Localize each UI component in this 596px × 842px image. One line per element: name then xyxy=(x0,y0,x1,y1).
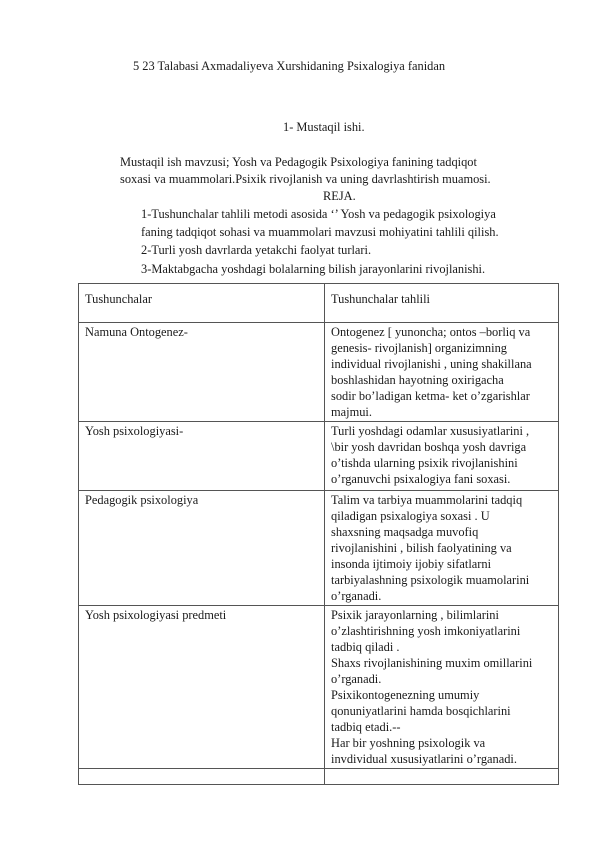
analysis-line: rivojlanishini , bilish faolyatining va xyxy=(331,541,512,555)
header-cell-concepts: Tushunchalar xyxy=(79,284,325,323)
plan-title: REJA. xyxy=(323,189,356,203)
analysis-line: Shaxs rivojlanishining muxim omillarini xyxy=(331,656,533,670)
concepts-table xyxy=(78,283,559,785)
analysis-line: o’rganadi. xyxy=(331,672,382,686)
analysis-line: Psixikontogenezning umumiy xyxy=(331,688,480,702)
analysis-line: o’tishda ularning psixik rivojlanishini xyxy=(331,456,518,470)
table-row xyxy=(79,491,559,606)
empty-table-row xyxy=(79,769,559,785)
document-header: 5 23 Talabasi Axmadaliyeva Xurshidaning Psixalogiya fanidan xyxy=(133,59,446,73)
analysis-line: \bir yosh davridan boshqa yosh davriga xyxy=(331,440,527,454)
analysis-line: Talim va tarbiya muammolarini tadqiq xyxy=(331,493,523,507)
analysis-line: individual rivojlanishi , uning shakillana xyxy=(331,357,532,371)
analysis-line: genesis- rivojlanish] organizimning xyxy=(331,341,507,355)
analysis-cell xyxy=(325,606,559,769)
term-cell: Yosh psixologiyasi- xyxy=(79,422,325,491)
analysis-line: o’zlashtirishning yosh imkoniyatlarini xyxy=(331,624,521,638)
table-row xyxy=(79,323,559,422)
plan-item-1-line-1: 1-Tushunchalar tahlili metodi asosida ‘’ Yosh va pedagogik psixologiya xyxy=(141,207,496,221)
analysis-line: Psixik jarayonlarning , bilimlarini xyxy=(331,608,499,622)
empty-cell xyxy=(325,769,559,785)
topic-line-1: Mustaqil ish mavzusi; Yosh va Pedagogik Psixologiya fanining tadqiqot xyxy=(120,155,477,169)
topic-line-2: soxasi va muammolari.Psixik rivojlanish va uning davrlashtirish muamosi. xyxy=(120,172,491,186)
analysis-line: qonuniyatlarini hamda bosqichlarini xyxy=(331,704,511,718)
analysis-line: majmui. xyxy=(331,405,372,419)
plan-item-3: 3-Maktabgacha yoshdagi bolalarning bilish jarayonlarini rivojlanishi. xyxy=(141,262,486,276)
plan-item-2: 2-Turli yosh davrlarda yetakchi faolyat turlari. xyxy=(141,243,372,257)
plan-item-1-line-2: faning tadqiqot sohasi va muammolari mavzusi mohiyatini tahlili qilish. xyxy=(141,225,499,239)
analysis-line: tadbiq etadi.-- xyxy=(331,720,401,734)
term-cell: Namuna Ontogenez- xyxy=(79,323,325,422)
term-cell: Pedagogik psixologiya xyxy=(79,491,325,606)
analysis-cell xyxy=(325,491,559,606)
empty-cell xyxy=(79,769,325,785)
analysis-line: Har bir yoshning psixologik va xyxy=(331,736,486,750)
analysis-line: invdividual xususiyatlarini o’rganadi. xyxy=(331,752,517,766)
work-title: 1- Mustaqil ishi. xyxy=(283,120,365,134)
analysis-line: insonda ijtimoiy ijobiy sifatlarni xyxy=(331,557,492,571)
analysis-line: tadbiq qiladi . xyxy=(331,640,400,654)
analysis-cell xyxy=(325,323,559,422)
header-cell-analysis: Tushunchalar tahlili xyxy=(325,284,559,323)
analysis-line: o’rganuvchi psixalogiya fani soxasi. xyxy=(331,472,511,486)
table-header-row xyxy=(79,284,559,323)
analysis-line: sodir bo’ladigan ketma- ket o’zgarishlar xyxy=(331,389,530,403)
table-row xyxy=(79,606,559,769)
analysis-line: qiladigan psixalogiya soxasi . U xyxy=(331,509,490,523)
table-row xyxy=(79,422,559,491)
analysis-line: shaxsning maqsadga muvofiq xyxy=(331,525,479,539)
analysis-line: boshlashidan hayotning oxirigacha xyxy=(331,373,504,387)
term-cell: Yosh psixologiyasi predmeti xyxy=(79,606,325,769)
analysis-line: Ontogenez [ yunoncha; ontos –borliq va xyxy=(331,325,531,339)
analysis-line: tarbiyalashning psixologik muamolarini xyxy=(331,573,530,587)
analysis-cell xyxy=(325,422,559,491)
analysis-line: o’rganadi. xyxy=(331,589,382,603)
analysis-line: Turli yoshdagi odamlar xususiyatlarini , xyxy=(331,424,530,438)
